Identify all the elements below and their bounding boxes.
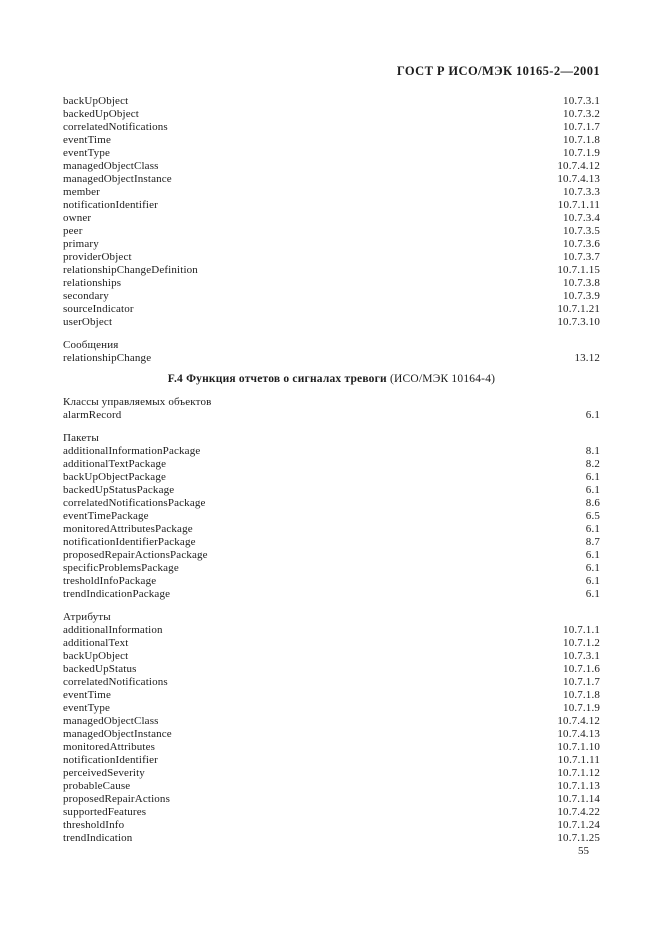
list-item [63, 715, 600, 728]
item-clause-ref: 13.12 [574, 352, 600, 364]
index-section [63, 432, 600, 601]
item-clause-ref: 10.7.1.13 [557, 780, 600, 792]
item-clause-ref: 10.7.1.15 [557, 264, 600, 276]
item-clause-ref: 10.7.1.11 [557, 199, 600, 211]
item-clause-ref: 10.7.3.5 [563, 225, 600, 237]
list-item [63, 819, 600, 832]
list-item [63, 290, 600, 303]
item-clause-ref: 10.7.1.9 [563, 147, 600, 159]
index-section [63, 339, 600, 365]
item-clause-ref: 6.1 [585, 409, 600, 421]
list-item [63, 458, 600, 471]
item-clause-ref: 10.7.1.25 [557, 832, 600, 844]
item-clause-ref: 10.7.4.13 [557, 173, 600, 185]
list-item [63, 650, 600, 663]
list-item [63, 767, 600, 780]
item-name: proposedRepairActionsPackage [63, 549, 208, 561]
item-name: eventType [63, 702, 111, 714]
item-clause-ref: 10.7.3.3 [563, 186, 600, 198]
item-clause-ref: 8.1 [585, 445, 600, 457]
list-item [63, 624, 600, 637]
item-clause-ref: 10.7.1.21 [557, 303, 600, 315]
list-item [63, 793, 600, 806]
index-section [63, 95, 600, 329]
item-name: alarmRecord [63, 409, 122, 421]
item-name: owner [63, 212, 92, 224]
list-item [63, 277, 600, 290]
index-section [63, 611, 600, 845]
document-header: ГОСТ Р ИСО/МЭК 10165-2—2001 [396, 64, 600, 78]
item-name: eventTimePackage [63, 510, 149, 522]
list-item [63, 484, 600, 497]
list-item [63, 689, 600, 702]
item-clause-ref: 6.1 [585, 562, 600, 574]
item-name: userObject [63, 316, 113, 328]
list-item [63, 676, 600, 689]
item-name: specificProblemsPackage [63, 562, 179, 574]
list-item [63, 536, 600, 549]
item-clause-ref: 10.7.3.9 [563, 290, 600, 302]
item-name: managedObjectClass [63, 160, 159, 172]
item-name: additionalText [63, 637, 129, 649]
document-content [63, 95, 600, 845]
item-clause-ref: 10.7.3.10 [557, 316, 600, 328]
section-heading-regular: (ИСО/МЭК 10164-4) [389, 373, 496, 385]
item-name: relationships [63, 277, 122, 289]
list-item [63, 702, 600, 715]
item-name: notificationIdentifierPackage [63, 536, 196, 548]
item-name: relationshipChangeDefinition [63, 264, 198, 276]
section-heading [63, 373, 600, 386]
list-item [63, 147, 600, 160]
item-clause-ref: 8.6 [585, 497, 600, 509]
item-clause-ref: 6.5 [585, 510, 600, 522]
list-item [63, 264, 600, 277]
list-item [63, 108, 600, 121]
item-name: correlatedNotifications [63, 676, 168, 688]
list-item [63, 160, 600, 173]
item-name: trendIndicationPackage [63, 588, 171, 600]
item-name: providerObject [63, 251, 132, 263]
list-item [63, 95, 600, 108]
item-clause-ref: 10.7.3.8 [563, 277, 600, 289]
item-clause-ref: 10.7.1.6 [563, 663, 600, 675]
list-item [63, 199, 600, 212]
page-number: 55 [578, 845, 589, 857]
item-clause-ref: 10.7.4.13 [557, 728, 600, 740]
item-clause-ref: 10.7.3.1 [563, 650, 600, 662]
list-item [63, 549, 600, 562]
item-clause-ref: 6.1 [585, 471, 600, 483]
item-name: backUpObjectPackage [63, 471, 167, 483]
index-section [63, 396, 600, 422]
list-item [63, 575, 600, 588]
item-clause-ref: 10.7.1.12 [557, 767, 600, 779]
list-item [63, 251, 600, 264]
item-name: tresholdInfoPackage [63, 575, 157, 587]
list-item [63, 316, 600, 329]
list-item [63, 637, 600, 650]
item-clause-ref: 10.7.4.12 [557, 715, 600, 727]
item-name: supportedFeatures [63, 806, 147, 818]
item-clause-ref: 6.1 [585, 575, 600, 587]
section-heading-bold: F.4 Функция отчетов о сигналах тревоги [167, 373, 387, 385]
list-item [63, 562, 600, 575]
list-item [63, 409, 600, 422]
item-clause-ref: 6.1 [585, 523, 600, 535]
item-clause-ref: 8.7 [585, 536, 600, 548]
item-clause-ref: 6.1 [585, 549, 600, 561]
item-name: thresholdInfo [63, 819, 125, 831]
item-clause-ref: 10.7.1.7 [563, 121, 600, 133]
item-clause-ref: 10.7.4.12 [557, 160, 600, 172]
item-clause-ref: 10.7.1.2 [563, 637, 600, 649]
item-clause-ref: 10.7.1.1 [563, 624, 600, 636]
item-clause-ref: 10.7.1.8 [563, 689, 600, 701]
item-clause-ref: 10.7.1.14 [557, 793, 600, 805]
list-item [63, 238, 600, 251]
item-name: notificationIdentifier [63, 754, 158, 766]
item-name: backedUpStatusPackage [63, 484, 175, 496]
list-item [63, 471, 600, 484]
item-name: trendIndication [63, 832, 133, 844]
list-item [63, 728, 600, 741]
item-clause-ref: 10.7.3.2 [563, 108, 600, 120]
item-clause-ref: 10.7.3.1 [563, 95, 600, 107]
item-clause-ref: 10.7.3.6 [563, 238, 600, 250]
item-name: monitoredAttributesPackage [63, 523, 193, 535]
item-clause-ref: 6.1 [585, 588, 600, 600]
list-item [63, 588, 600, 601]
list-item [63, 134, 600, 147]
item-name: managedObjectClass [63, 715, 159, 727]
list-item [63, 497, 600, 510]
item-name: peer [63, 225, 83, 237]
list-item [63, 186, 600, 199]
item-name: eventTime [63, 134, 111, 146]
list-item [63, 121, 600, 134]
item-clause-ref: 10.7.1.10 [557, 741, 600, 753]
item-clause-ref: 6.1 [585, 484, 600, 496]
list-item [63, 806, 600, 819]
item-clause-ref: 10.7.3.7 [563, 251, 600, 263]
item-name: notificationIdentifier [63, 199, 158, 211]
item-name: backedUpStatus [63, 663, 137, 675]
item-clause-ref: 10.7.1.11 [557, 754, 600, 766]
item-name: correlatedNotifications [63, 121, 168, 133]
section-label: Пакеты [63, 432, 99, 444]
list-item [63, 445, 600, 458]
item-clause-ref: 8.2 [585, 458, 600, 470]
item-name: backUpObject [63, 650, 129, 662]
list-item [63, 741, 600, 754]
list-item [63, 510, 600, 523]
item-name: probableCause [63, 780, 131, 792]
item-name: relationshipChange [63, 352, 152, 364]
item-name: eventType [63, 147, 111, 159]
item-name: primary [63, 238, 99, 250]
list-item [63, 754, 600, 767]
item-name: monitoredAttributes [63, 741, 156, 753]
section-label: Атрибуты [63, 611, 111, 623]
item-name: managedObjectInstance [63, 728, 172, 740]
list-item [63, 303, 600, 316]
section-label: Классы управляемых объектов [63, 396, 212, 408]
item-name: backUpObject [63, 95, 129, 107]
list-item [63, 780, 600, 793]
list-item [63, 832, 600, 845]
item-clause-ref: 10.7.1.9 [563, 702, 600, 714]
item-name: correlatedNotificationsPackage [63, 497, 206, 509]
item-name: additionalInformation [63, 624, 163, 636]
item-clause-ref: 10.7.4.22 [557, 806, 600, 818]
list-item [63, 225, 600, 238]
item-name: eventTime [63, 689, 111, 701]
item-name: additionalInformationPackage [63, 445, 201, 457]
item-clause-ref: 10.7.1.24 [557, 819, 600, 831]
item-name: managedObjectInstance [63, 173, 172, 185]
list-item [63, 212, 600, 225]
list-item [63, 523, 600, 536]
list-item [63, 663, 600, 676]
item-clause-ref: 10.7.1.8 [563, 134, 600, 146]
list-item [63, 352, 600, 365]
section-label: Сообщения [63, 339, 119, 351]
item-name: member [63, 186, 100, 198]
item-name: perceivedSeverity [63, 767, 145, 779]
item-name: backedUpObject [63, 108, 140, 120]
item-clause-ref: 10.7.1.7 [563, 676, 600, 688]
item-name: sourceIndicator [63, 303, 134, 315]
item-clause-ref: 10.7.3.4 [563, 212, 600, 224]
item-name: secondary [63, 290, 109, 302]
item-name: additionalTextPackage [63, 458, 167, 470]
item-name: proposedRepairActions [63, 793, 171, 805]
list-item [63, 173, 600, 186]
